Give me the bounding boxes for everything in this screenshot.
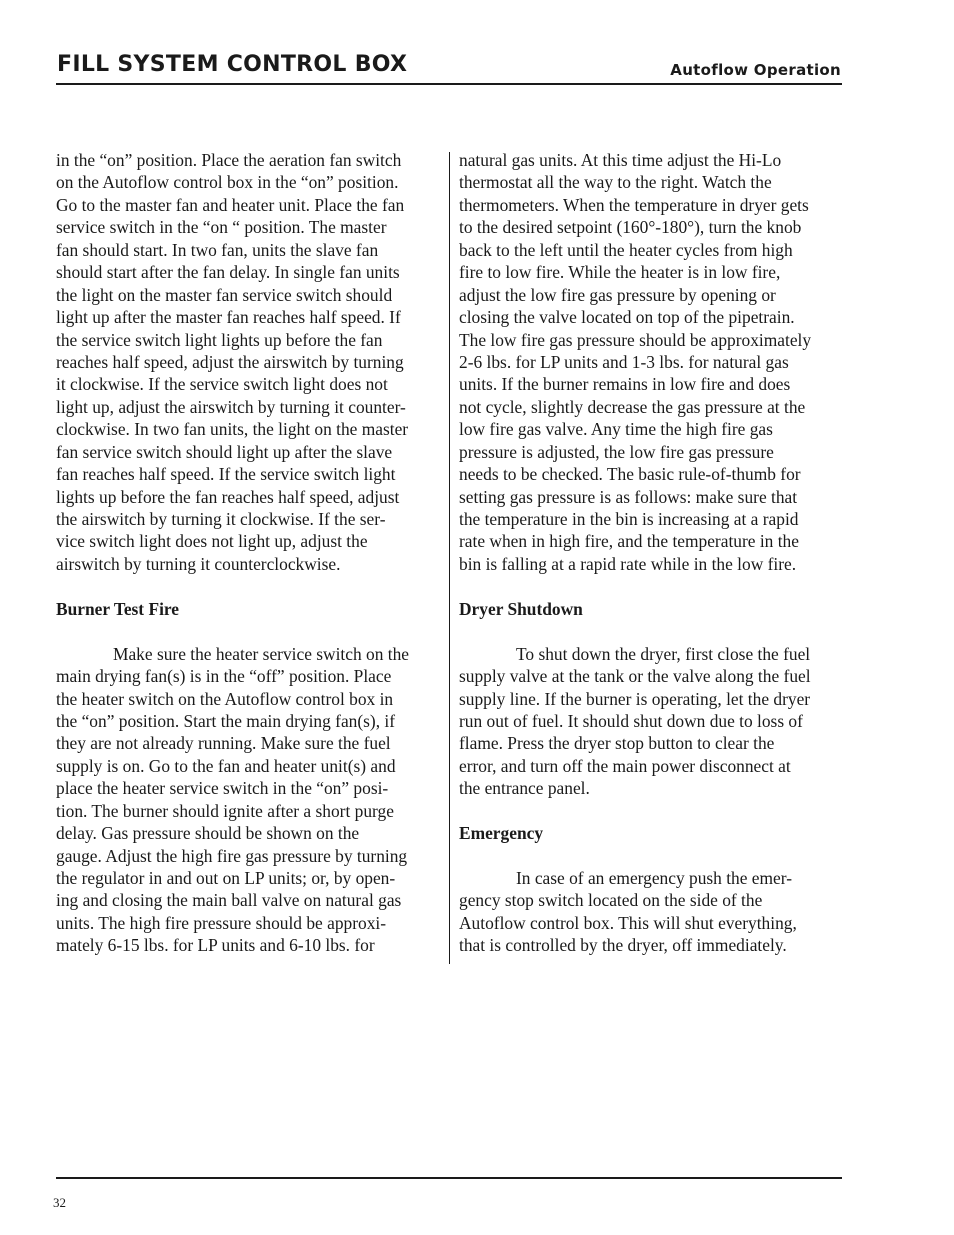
paragraph-first-line: In case of an emergency push the emer- (516, 868, 793, 888)
text-line: fan reaches half speed. If the service switch light (56, 464, 396, 485)
text-line: setting gas pressure is as follows: make sure that (459, 486, 798, 507)
text-line: 2-6 lbs. for LP units and 1-3 lbs. for natural gas (459, 351, 789, 372)
footer-rule (56, 1177, 842, 1179)
text-line: bin is falling at a rapid rate while in the low fire. (459, 553, 797, 574)
text-line: the “on” position. Start the main drying fan(s), if (56, 710, 396, 731)
text-line: fan service switch should light up after the slave (56, 441, 393, 462)
text-line: thermostat all the way to the right. Watch the (459, 172, 772, 193)
header-rule (56, 83, 842, 85)
text-line: closing the valve located on top of the pipetrain. (459, 307, 795, 328)
text-line: place the heater service switch in the “on” posi- (56, 778, 389, 799)
text-line: the service switch light lights up before the fan (56, 329, 383, 350)
text-line: Autoflow control box. This will shut everything, (459, 912, 797, 933)
paragraph-spacer (459, 800, 845, 822)
text-line: airswitch by turning it counterclockwise. (56, 553, 341, 574)
text-line: the entrance panel. (459, 778, 590, 799)
text-line: supply is on. Go to the fan and heater unit(s) and (56, 755, 396, 776)
page-title: FILL SYSTEM CONTROL BOX (57, 52, 408, 77)
text-line: low fire gas valve. Any time the high fire gas (459, 419, 773, 440)
paragraph-first-line: To shut down the dryer, first close the fuel (516, 643, 811, 664)
text-line: run out of fuel. It should shut down due to loss of (459, 710, 803, 731)
text-line: they are not already running. Make sure the fuel (56, 733, 391, 754)
text-line: light up after the master fan reaches half speed. If (56, 307, 401, 328)
text-line: back to the left until the heater cycles from high (459, 239, 793, 260)
text-line: that is controlled by the dryer, off immediately. (459, 935, 787, 956)
text-line: gency stop switch located on the side of the (459, 890, 763, 911)
text-line: not cycle, slightly decrease the gas pressure at the (459, 396, 806, 417)
paragraph-spacer (56, 620, 442, 642)
paragraph-spacer (459, 620, 845, 642)
text-line: ing and closing the main ball valve on natural gas (56, 890, 402, 911)
text-line: light up, adjust the airswitch by turning it counter- (56, 396, 406, 417)
text-line: the regulator in and out on LP units; or, by open- (56, 868, 396, 888)
text-line: adjust the low fire gas pressure by opening or (459, 284, 776, 305)
text-line: tion. The burner should ignite after a short purge (56, 800, 394, 821)
text-line: natural gas units. At this time adjust the Hi-Lo (459, 150, 782, 170)
paragraph-first-line: Make sure the heater service switch on the (113, 643, 410, 664)
text-line: lights up before the fan reaches half speed, adjust (56, 486, 400, 507)
text-line: supply line. If the burner is operating, let the dryer (459, 688, 811, 709)
text-line: The low fire gas pressure should be approximately (459, 329, 812, 350)
text-line: service switch in the “on “ position. The master (56, 217, 387, 238)
text-line: supply valve at the tank or the valve along the fuel (459, 666, 811, 687)
text-line: Go to the master fan and heater unit. Place the fan (56, 194, 405, 215)
text-line: to the desired setpoint (160°-180°), turn the knob (459, 217, 802, 238)
text-line: should start after the fan delay. In single fan units (56, 262, 400, 283)
left-column (56, 149, 442, 957)
section-heading: Burner Test Fire (56, 598, 180, 619)
text-line: in the “on” position. Place the aeration fan switch (56, 150, 402, 170)
section-heading: Emergency (459, 823, 544, 844)
column-divider (449, 152, 450, 964)
right-column (459, 149, 845, 957)
text-line: on the Autoflow control box in the “on” position. (56, 172, 399, 193)
paragraph-spacer (459, 845, 845, 867)
text-line: needs to be checked. The basic rule-of-thumb for (459, 464, 801, 485)
text-line: flame. Press the dryer stop button to clear the (459, 733, 775, 754)
paragraph-spacer (459, 575, 845, 597)
text-line: clockwise. In two fan units, the light on the master (56, 419, 409, 440)
paragraph-spacer (56, 575, 442, 597)
text-line: main drying fan(s) is in the “off” position. Place (56, 666, 392, 687)
page-number: 32 (53, 1195, 66, 1210)
text-line: mately 6-15 lbs. for LP units and 6-10 lbs. for (56, 935, 375, 956)
section-subtitle: Autoflow Operation (670, 61, 841, 79)
text-line: pressure is adjusted, the low fire gas pressure (459, 441, 774, 462)
text-line: the heater switch on the Autoflow control box in (56, 688, 394, 709)
text-line: the light on the master fan service switch should (56, 284, 393, 305)
text-line: reaches half speed, adjust the airswitch by turning (56, 351, 404, 372)
text-line: error, and turn off the main power disconnect at (459, 755, 791, 776)
text-line: vice switch light does not light up, adjust the (56, 531, 368, 552)
text-line: it clockwise. If the service switch light does not (56, 374, 388, 395)
text-line: rate when in high fire, and the temperature in the (459, 531, 799, 552)
text-line: thermometers. When the temperature in dryer gets (459, 194, 809, 215)
text-line: fire to low fire. While the heater is in low fire, (459, 262, 781, 283)
text-line: delay. Gas pressure should be shown on the (56, 823, 360, 844)
text-line: units. If the burner remains in low fire and does (459, 374, 791, 395)
text-line: gauge. Adjust the high fire gas pressure by turning (56, 845, 408, 866)
text-line: fan should start. In two fan, units the slave fan (56, 239, 379, 260)
text-line: the temperature in the bin is increasing at a rapid (459, 509, 799, 529)
text-line: the airswitch by turning it clockwise. If the ser- (56, 509, 386, 529)
section-heading: Dryer Shutdown (459, 598, 583, 619)
text-line: units. The high fire pressure should be approxi- (56, 912, 387, 933)
